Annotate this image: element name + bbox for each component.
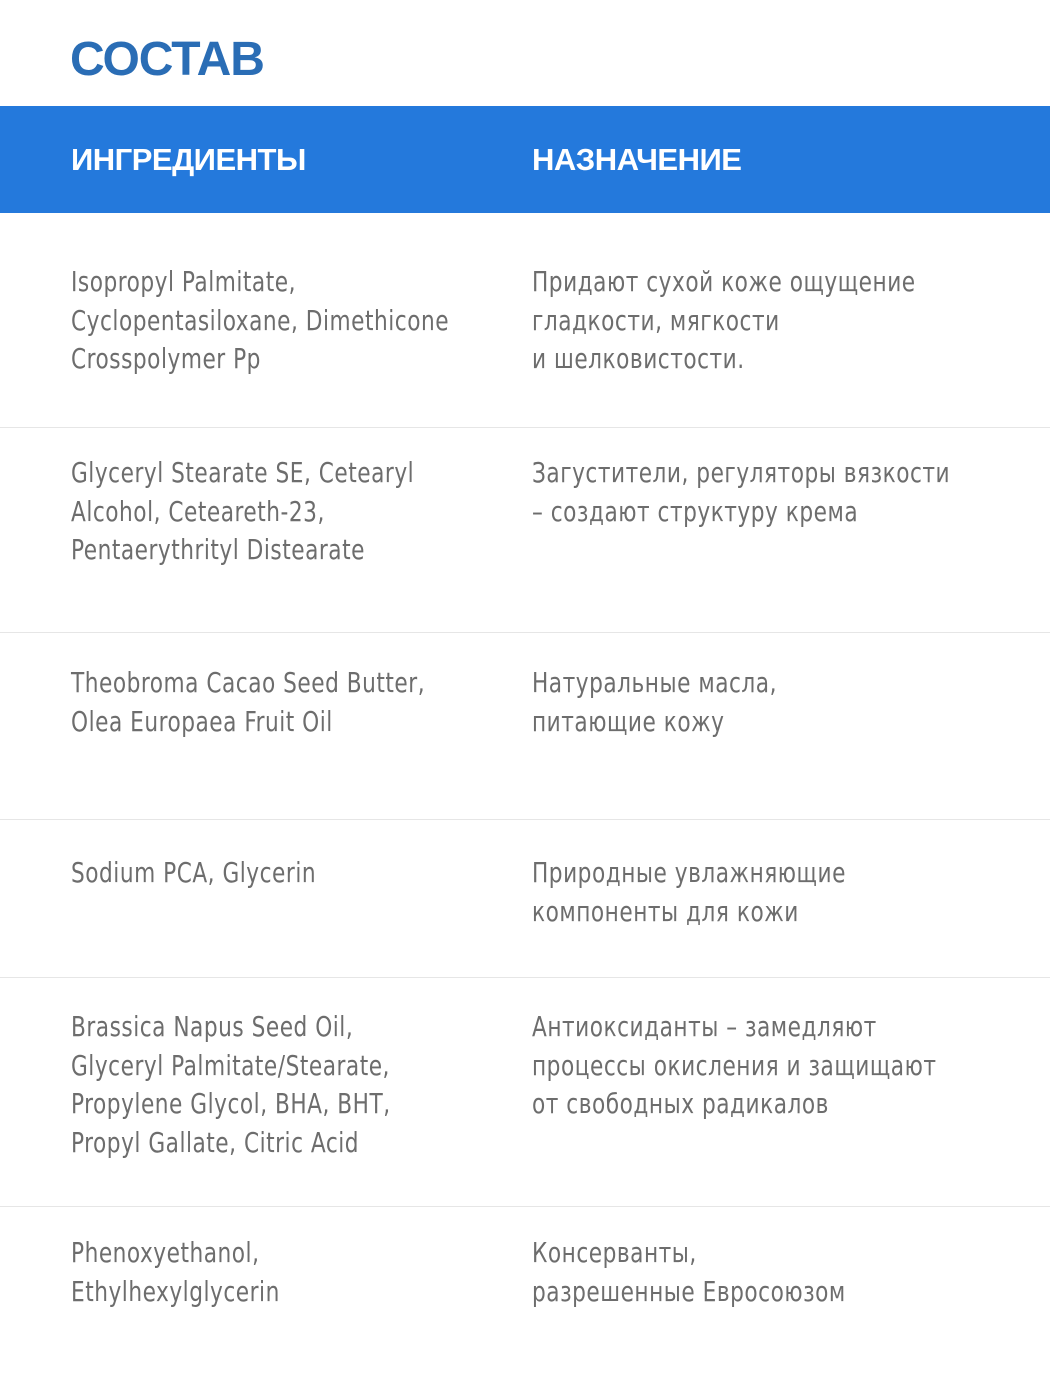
purpose-cell: Придают сухой коже ощущение гладкости, мягкости и шелковистости.: [532, 265, 916, 375]
header-ingredients: ИНГРЕДИЕНТЫ: [71, 142, 306, 177]
table-row: [0, 633, 1050, 820]
purpose-cell: Загустители, регуляторы вязкости – создают структуру крема: [532, 456, 951, 528]
table-row: [0, 1207, 1050, 1400]
table-row: [0, 428, 1050, 633]
purpose-cell: Натуральные масла, питающие кожу: [532, 666, 777, 738]
ingredient-cell: Sodium PCA, Glycerin: [71, 856, 317, 889]
ingredient-cell: Phenoxyethanol, Ethylhexylglycerin: [71, 1236, 280, 1308]
table-header: [0, 106, 1050, 213]
header-purpose: НАЗНАЧЕНИЕ: [532, 142, 742, 177]
ingredient-cell: Glyceryl Stearate SE, Cetearyl Alcohol, Ceteareth-23, Pentaerythrityl Distearate: [71, 456, 415, 566]
ingredient-cell: Isopropyl Palmitate, Cyclopentasiloxane, Dimethicone Crosspolymer Pp: [71, 265, 450, 375]
table-row: [0, 978, 1050, 1207]
ingredient-cell: Theobroma Cacao Seed Butter, Olea Europaea Fruit Oil: [71, 666, 426, 738]
table-row: [0, 820, 1050, 978]
table-row: [0, 213, 1050, 428]
purpose-cell: Природные увлажняющие компоненты для кожи: [532, 856, 846, 928]
purpose-cell: Антиоксиданты – замедляют процессы окисления и защищают от свободных радикалов: [532, 1010, 937, 1120]
purpose-cell: Консерванты, разрешенные Евросоюзом: [532, 1236, 846, 1308]
page-title: СОСТАВ: [70, 33, 264, 86]
ingredient-cell: Brassica Napus Seed Oil, Glyceryl Palmitate/Stearate, Propylene Glycol, BHA, BHT, Propyl Gallate, Citric Acid: [71, 1010, 391, 1159]
